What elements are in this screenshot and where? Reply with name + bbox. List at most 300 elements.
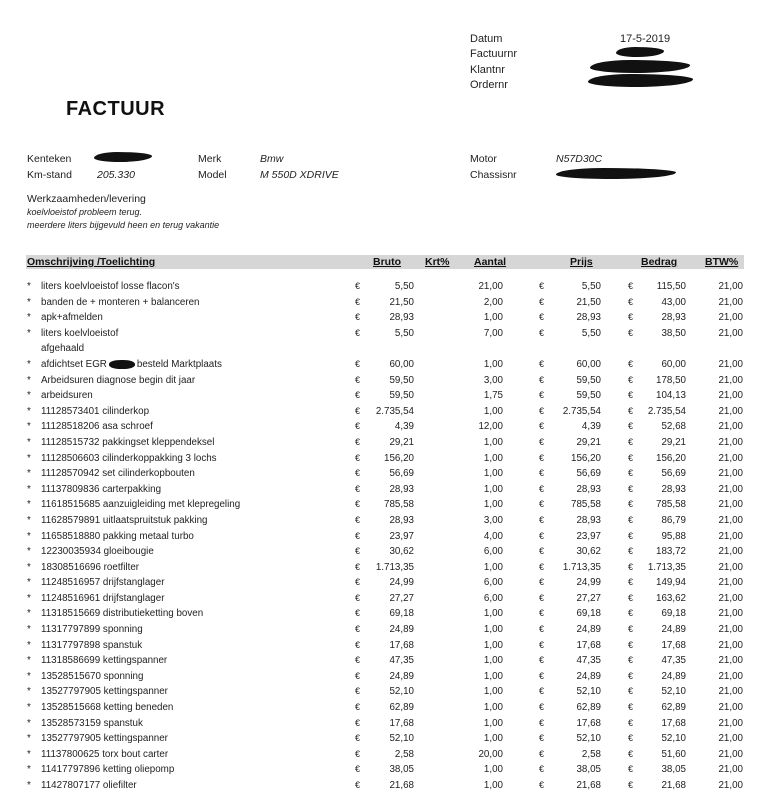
currency-symbol: € [355, 764, 361, 775]
row-aantal: 6,00 [483, 577, 503, 589]
row-aantal: 1,00 [483, 686, 503, 698]
row-prijs: 24,99 [576, 577, 601, 589]
redaction-factuurnr [616, 47, 664, 57]
currency-symbol: € [628, 374, 634, 385]
row-btw: 21,00 [718, 702, 743, 714]
row-prijs: 5,50 [581, 281, 601, 292]
row-btw: 21,00 [718, 639, 743, 651]
currency-symbol: € [628, 702, 634, 713]
row-prijs: 52,10 [576, 733, 601, 745]
row-btw: 21,00 [718, 421, 743, 433]
row-bedrag: 51,60 [661, 748, 686, 760]
row-description: 11317797898 spanstuk [41, 639, 143, 651]
currency-symbol: € [628, 686, 634, 697]
row-bullet: * [27, 405, 31, 417]
klantnr-label: Klantnr [470, 64, 505, 76]
row-btw: 21,00 [718, 733, 743, 745]
currency-symbol: € [355, 702, 361, 713]
row-prijs: 29,21 [576, 436, 601, 448]
row-aantal: 1,00 [483, 436, 503, 448]
currency-symbol: € [355, 514, 361, 525]
table-row [0, 716, 763, 732]
row-prijs: 47,35 [576, 655, 601, 667]
row-aantal: 12,00 [478, 421, 503, 433]
row-bedrag: 43,00 [661, 296, 686, 308]
row-btw: 21,00 [718, 624, 743, 636]
row-bullet: * [27, 639, 31, 651]
currency-symbol: € [628, 592, 634, 603]
row-bruto: 4,39 [394, 421, 414, 433]
currency-symbol: € [355, 780, 361, 790]
table-row [0, 451, 763, 467]
currency-symbol: € [539, 483, 545, 494]
row-prijs: 60,00 [576, 358, 601, 370]
currency-symbol: € [539, 296, 545, 307]
currency-symbol: € [628, 670, 634, 681]
row-bruto: 69,18 [389, 608, 414, 620]
row-aantal: 1,00 [483, 358, 503, 370]
row-description: 11618515685 aanzuigleiding met klepregeling [41, 499, 241, 511]
row-aantal: 6,00 [483, 592, 503, 604]
table-row [0, 684, 763, 700]
row-btw: 21,00 [718, 483, 743, 495]
row-bedrag: 183,72 [656, 546, 686, 558]
currency-symbol: € [355, 452, 361, 463]
row-bruto: 2,58 [394, 748, 414, 760]
currency-symbol: € [539, 561, 545, 572]
row-bruto: 62,89 [389, 702, 414, 714]
row-btw: 21,00 [718, 592, 743, 604]
row-bruto: 28,93 [389, 514, 414, 526]
row-prijs: 785,58 [571, 499, 601, 511]
row-btw: 21,00 [718, 452, 743, 464]
row-bullet: * [27, 748, 31, 760]
row-btw: 21,00 [718, 670, 743, 682]
th-krt: Krt% [425, 256, 450, 268]
motor-value: N57D30C [556, 153, 603, 165]
currency-symbol: € [628, 764, 634, 775]
row-prijs: 52,10 [576, 686, 601, 698]
row-aantal: 6,00 [483, 546, 503, 558]
row-prijs: 2,58 [581, 748, 601, 760]
row-bullet: * [27, 624, 31, 636]
table-row [0, 466, 763, 482]
currency-symbol: € [355, 405, 361, 416]
row-btw: 21,00 [718, 608, 743, 620]
row-bruto: 1.713,35 [375, 561, 414, 573]
table-row [0, 279, 763, 295]
table-row [0, 513, 763, 529]
row-bullet: * [27, 670, 31, 682]
row-bruto: 28,93 [389, 312, 414, 324]
ordernr-label: Ordernr [470, 79, 508, 91]
row-aantal: 1,00 [483, 780, 503, 791]
row-btw: 21,00 [718, 499, 743, 511]
currency-symbol: € [628, 452, 634, 463]
currency-symbol: € [539, 608, 545, 619]
row-prijs: 156,20 [571, 452, 601, 464]
row-aantal: 1,00 [483, 639, 503, 651]
row-description: 11128506603 cilinderkoppakking 3 lochs [41, 452, 217, 464]
currency-symbol: € [355, 592, 361, 603]
row-prijs: 17,68 [576, 717, 601, 729]
row-bedrag: 17,68 [661, 639, 686, 651]
row-bullet: * [27, 390, 31, 402]
row-prijs: 21,50 [576, 296, 601, 308]
th-omschrijving: Omschrijving /Toelichting [27, 256, 156, 268]
row-bullet: * [27, 686, 31, 698]
currency-symbol: € [628, 358, 634, 369]
redaction-kenteken [94, 152, 152, 162]
row-aantal: 1,00 [483, 405, 503, 417]
table-row [0, 560, 763, 576]
row-prijs: 38,05 [576, 764, 601, 776]
row-bruto: 30,62 [389, 546, 414, 558]
row-aantal: 3,00 [483, 514, 503, 526]
currency-symbol: € [539, 686, 545, 697]
table-row [0, 622, 763, 638]
row-aantal: 1,00 [483, 452, 503, 464]
row-btw: 21,00 [718, 312, 743, 324]
currency-symbol: € [355, 655, 361, 666]
row-aantal: 1,00 [483, 670, 503, 682]
currency-symbol: € [628, 530, 634, 541]
currency-symbol: € [628, 436, 634, 447]
currency-symbol: € [355, 468, 361, 479]
row-description: 11248516957 drijfstanglager [41, 577, 165, 589]
row-bruto: 5,50 [394, 281, 414, 292]
row-aantal: 20,00 [478, 748, 503, 760]
table-row [0, 747, 763, 763]
currency-symbol: € [539, 702, 545, 713]
table-row [0, 731, 763, 747]
row-prijs: 27,27 [576, 592, 601, 604]
row-bullet: * [27, 281, 31, 292]
row-bedrag: 28,93 [661, 312, 686, 324]
row-bruto: 47,35 [389, 655, 414, 667]
work-heading: Werkzaamheden/levering [27, 193, 146, 205]
row-bruto: 52,10 [389, 686, 414, 698]
row-description: 11658518880 pakking metaal turbo [41, 530, 194, 542]
page-title: FACTUUR [66, 98, 166, 120]
table-row [0, 700, 763, 716]
currency-symbol: € [355, 546, 361, 557]
currency-symbol: € [355, 624, 361, 635]
row-bullet: * [27, 592, 31, 604]
currency-symbol: € [628, 608, 634, 619]
currency-symbol: € [355, 670, 361, 681]
th-aantal: Aantal [474, 256, 507, 268]
row-bruto: 17,68 [389, 639, 414, 651]
row-description: Arbeidsuren diagnose begin dit jaar [41, 374, 196, 386]
table-row [0, 529, 763, 545]
row-bruto: 60,00 [389, 358, 414, 370]
currency-symbol: € [355, 608, 361, 619]
row-bedrag: 2.735,54 [647, 405, 686, 417]
currency-symbol: € [355, 312, 361, 323]
row-bruto: 23,97 [389, 530, 414, 542]
row-bullet: * [27, 499, 31, 511]
currency-symbol: € [355, 499, 361, 510]
row-aantal: 1,00 [483, 468, 503, 480]
row-prijs: 69,18 [576, 608, 601, 620]
kmstand-label: Km-stand [27, 169, 72, 181]
row-description: liters koelvloeistof losse flacon's [41, 281, 180, 292]
row-bullet: * [27, 468, 31, 480]
row-bruto: 29,21 [389, 436, 414, 448]
redaction-klantnr [590, 60, 690, 73]
row-bruto: 2.735,54 [375, 405, 414, 417]
row-bullet: * [27, 546, 31, 558]
row-bedrag: 163,62 [656, 592, 686, 604]
currency-symbol: € [539, 281, 545, 291]
row-description-part: besteld Marktplaats [136, 358, 222, 370]
row-bullet: * [27, 374, 31, 386]
row-description: 18308516696 roetfilter [41, 561, 140, 573]
row-bullet: * [27, 733, 31, 745]
currency-symbol: € [355, 390, 361, 401]
row-prijs: 24,89 [576, 624, 601, 636]
currency-symbol: € [355, 374, 361, 385]
row-bruto: 59,50 [389, 374, 414, 386]
row-description: 11137809836 carterpakking [41, 483, 162, 495]
currency-symbol: € [628, 780, 634, 790]
currency-symbol: € [539, 405, 545, 416]
row-bullet: * [27, 358, 31, 370]
row-aantal: 4,00 [483, 530, 503, 542]
row-btw: 21,00 [718, 327, 743, 339]
currency-symbol: € [539, 639, 545, 650]
row-bedrag: 60,00 [661, 358, 686, 370]
row-bruto: 38,05 [389, 764, 414, 776]
row-bullet: * [27, 608, 31, 620]
currency-symbol: € [628, 577, 634, 588]
table-row [0, 419, 763, 435]
row-bruto: 156,20 [384, 452, 414, 464]
row-aantal: 1,00 [483, 733, 503, 745]
currency-symbol: € [628, 312, 634, 323]
currency-symbol: € [628, 717, 634, 728]
row-bedrag: 21,68 [661, 780, 686, 791]
currency-symbol: € [355, 561, 361, 572]
row-description-continued: afgehaald [41, 343, 85, 355]
row-bruto: 24,99 [389, 577, 414, 589]
row-btw: 21,00 [718, 561, 743, 573]
currency-symbol: € [628, 546, 634, 557]
currency-symbol: € [355, 483, 361, 494]
row-bedrag: 24,89 [661, 670, 686, 682]
row-bedrag: 52,10 [661, 733, 686, 745]
table-row [0, 295, 763, 311]
row-bullet: * [27, 421, 31, 433]
row-prijs: 28,93 [576, 312, 601, 324]
row-btw: 21,00 [718, 281, 743, 292]
row-bullet: * [27, 530, 31, 542]
row-bedrag: 178,50 [656, 374, 686, 386]
row-bruto: 59,50 [389, 390, 414, 402]
row-btw: 21,00 [718, 655, 743, 667]
row-prijs: 28,93 [576, 514, 601, 526]
table-row [0, 404, 763, 420]
row-description: banden de + monteren + balanceren [41, 296, 200, 308]
row-prijs: 59,50 [576, 374, 601, 386]
row-aantal: 7,00 [483, 327, 503, 339]
currency-symbol: € [539, 468, 545, 479]
table-row [0, 341, 763, 357]
currency-symbol: € [628, 390, 634, 401]
row-bullet: * [27, 514, 31, 526]
line-items-table [0, 279, 763, 794]
currency-symbol: € [539, 764, 545, 775]
row-prijs: 59,50 [576, 390, 601, 402]
row-bedrag: 95,88 [661, 530, 686, 542]
row-description: 11317797899 sponning [41, 624, 143, 636]
row-bedrag: 62,89 [661, 702, 686, 714]
currency-symbol: € [539, 421, 545, 432]
currency-symbol: € [355, 358, 361, 369]
table-row [0, 310, 763, 326]
table-row [0, 591, 763, 607]
row-btw: 21,00 [718, 374, 743, 386]
currency-symbol: € [628, 468, 634, 479]
row-prijs: 21,68 [576, 780, 601, 791]
row-prijs: 1.713,35 [562, 561, 601, 573]
table-row [0, 388, 763, 404]
row-bedrag: 149,94 [656, 577, 686, 589]
row-bullet: * [27, 717, 31, 729]
row-aantal: 1,75 [483, 390, 503, 402]
row-bruto: 56,69 [389, 468, 414, 480]
row-prijs: 5,50 [581, 327, 601, 339]
currency-symbol: € [355, 577, 361, 588]
currency-symbol: € [628, 405, 634, 416]
table-row [0, 435, 763, 451]
currency-symbol: € [628, 748, 634, 759]
currency-symbol: € [628, 327, 634, 338]
motor-label: Motor [470, 153, 497, 165]
row-bedrag: 69,18 [661, 608, 686, 620]
redaction-inline [109, 360, 135, 369]
row-description: 11318515669 distributieketting boven [41, 608, 204, 620]
currency-symbol: € [539, 592, 545, 603]
row-prijs: 4,39 [581, 421, 601, 433]
row-bedrag: 28,93 [661, 483, 686, 495]
row-btw: 21,00 [718, 530, 743, 542]
row-description: 13527797905 kettingspanner [41, 686, 168, 698]
model-label: Model [198, 169, 227, 181]
datum-value: 17-5-2019 [620, 33, 671, 45]
chassisnr-label: Chassisnr [470, 169, 517, 181]
currency-symbol: € [355, 717, 361, 728]
currency-symbol: € [539, 514, 545, 525]
currency-symbol: € [539, 733, 545, 744]
currency-symbol: € [628, 655, 634, 666]
row-bruto: 52,10 [389, 733, 414, 745]
row-bedrag: 29,21 [661, 436, 686, 448]
th-bruto: Bruto [373, 256, 401, 268]
row-bullet: * [27, 780, 31, 791]
redaction-chassisnr [556, 168, 676, 179]
currency-symbol: € [355, 639, 361, 650]
row-bullet: * [27, 312, 31, 324]
redaction-ordernr [588, 74, 693, 87]
row-btw: 21,00 [718, 436, 743, 448]
table-row [0, 762, 763, 778]
row-bedrag: 47,35 [661, 655, 686, 667]
row-aantal: 1,00 [483, 717, 503, 729]
row-bullet: * [27, 296, 31, 308]
row-description: 11128570942 set cilinderkopbouten [41, 468, 195, 480]
th-btw: BTW% [705, 256, 739, 268]
table-row [0, 778, 763, 794]
table-row [0, 326, 763, 342]
work-note-2: meerdere liters bijgevuld heen en terug vakantie [27, 220, 220, 230]
work-note-1: koelvloeistof probleem terug. [27, 207, 143, 217]
row-description: apk+afmelden [41, 312, 103, 324]
currency-symbol: € [628, 281, 634, 291]
currency-symbol: € [539, 312, 545, 323]
th-prijs: Prijs [570, 256, 593, 268]
table-row [0, 482, 763, 498]
row-bullet: * [27, 436, 31, 448]
row-prijs: 2.735,54 [562, 405, 601, 417]
table-row [0, 638, 763, 654]
row-description: 11128515732 pakkingset kleppendeksel [41, 436, 215, 448]
row-btw: 21,00 [718, 686, 743, 698]
row-bedrag: 17,68 [661, 717, 686, 729]
row-bedrag: 38,50 [661, 327, 686, 339]
row-bruto: 27,27 [389, 592, 414, 604]
row-btw: 21,00 [718, 764, 743, 776]
row-bruto: 785,58 [384, 499, 414, 511]
row-btw: 21,00 [718, 546, 743, 558]
row-aantal: 1,00 [483, 312, 503, 324]
row-description [41, 357, 222, 372]
row-bruto: 21,50 [389, 296, 414, 308]
row-description: 11137800625 torx bout carter [41, 748, 169, 760]
row-btw: 21,00 [718, 748, 743, 760]
currency-symbol: € [539, 748, 545, 759]
kenteken-label: Kenteken [27, 153, 72, 165]
currency-symbol: € [628, 561, 634, 572]
currency-symbol: € [628, 421, 634, 432]
row-prijs: 28,93 [576, 483, 601, 495]
row-bedrag: 785,58 [656, 499, 686, 511]
row-btw: 21,00 [718, 780, 743, 791]
row-bedrag: 56,69 [661, 468, 686, 480]
row-btw: 21,00 [718, 296, 743, 308]
currency-symbol: € [628, 639, 634, 650]
row-btw: 21,00 [718, 468, 743, 480]
currency-symbol: € [355, 296, 361, 307]
row-btw: 21,00 [718, 514, 743, 526]
kmstand-value: 205.330 [97, 169, 135, 181]
currency-symbol: € [628, 514, 634, 525]
row-btw: 21,00 [718, 577, 743, 589]
currency-symbol: € [539, 780, 545, 790]
currency-symbol: € [539, 452, 545, 463]
currency-symbol: € [355, 421, 361, 432]
currency-symbol: € [539, 530, 545, 541]
currency-symbol: € [355, 327, 361, 338]
row-description: 11128573401 cilinderkop [41, 405, 150, 417]
currency-symbol: € [628, 733, 634, 744]
row-bedrag: 24,89 [661, 624, 686, 636]
row-bullet: * [27, 702, 31, 714]
row-bedrag: 86,79 [661, 514, 686, 526]
row-bruto: 21,68 [389, 780, 414, 791]
currency-symbol: € [628, 499, 634, 510]
